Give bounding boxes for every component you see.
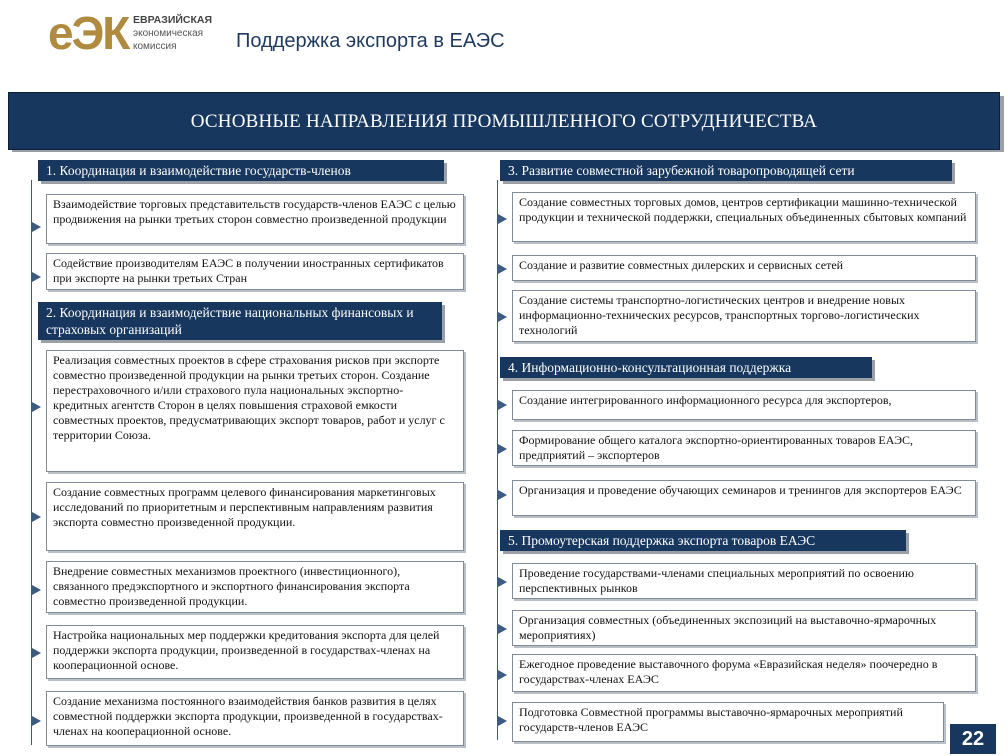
arrow-icon [498,490,507,500]
section-1-item: Содействие производителям ЕАЭС в получении иностранных сертификатов при экспорте на рынки третьих Стран [46,253,464,290]
section-2-item: Настройка национальных мер поддержки кредитования экспорта для целей поддержки экспорта продукции, произведенной в государствах-членах на кооперационной основе. [46,625,464,679]
section-1-header: 1. Координация и взаимодействие государств-членов [38,160,444,181]
section-5-item: Организация совместных (объединенных экспозиций на выставочно-ярмарочных мероприятиях) [512,610,976,646]
arrow-icon [32,716,41,726]
section-2-header: 2. Координация и взаимодействие национальных финансовых и страховых организаций [38,302,442,340]
eec-logo-mark: еЭК [48,7,129,59]
section-2-item: Внедрение совместных механизмов проектного (инвестиционного), связанного предэкспортного и экспортного финансирования экспорта совместно произведенной продукции. [46,561,464,613]
section-5-item: Проведение государствами-членами специальных мероприятий по освоению перспективных рынков [512,563,976,599]
arrow-icon [498,264,507,274]
section-3-item: Создание и развитие совместных дилерских и сервисных сетей [512,255,976,281]
arrow-icon [32,272,41,282]
section-2-item: Создание механизма постоянного взаимодействия банков развития в целях совместной поддержки экспорта продукции, произведенной в государствах-членах на кооперационной основе. [46,691,464,746]
slide-title: Поддержка экспорта в ЕАЭС [236,30,505,52]
arrow-icon [498,312,507,322]
arrow-icon [32,648,41,658]
section-5-header: 5. Промоутерская поддержка экспорта товаров ЕАЭС [500,530,906,551]
main-banner [8,92,1000,150]
eec-logo-text [133,14,212,53]
section-4-item: Организация и проведение обучающих семинаров и тренингов для экспортеров ЕАЭС [512,480,976,516]
arrow-icon [498,577,507,587]
arrow-icon [498,214,507,224]
section-2-item: Создание совместных программ целевого финансирования маркетинговых исследований по приоритетным и перспективным направлениям развития экспорта совместно произведенной продукции. [46,482,464,551]
section-1-item: Взаимодействие торговых представительств государств-членов ЕАЭС с целью продвижения на рынки третьих сторон совместно произведенной продукции [46,194,464,244]
section-4-item: Создание интегрированного информационного ресурса для экспортеров, [512,390,976,420]
arrow-icon [498,670,507,680]
section-5-item: Подготовка Совместной программы выставочно-ярмарочных мероприятий государств-членов ЕАЭС [512,702,944,742]
section-4-header: 4. Информационно-консультационная поддержка [500,357,872,378]
slide-header [0,0,1008,88]
page-number-badge: 22 [950,724,996,754]
banner-title: ОСНОВНЫЕ НАПРАВЛЕНИЯ ПРОМЫШЛЕННОГО СОТРУДНИЧЕСТВА [190,111,818,132]
left-connector-line [31,180,32,745]
arrow-icon [32,585,41,595]
logo-line-3: комиссия [133,41,177,52]
section-4-item: Формирование общего каталога экспортно-ориентированных товаров ЕАЭС, предприятий – экспортеров [512,430,976,466]
section-2-item: Реализация совместных проектов в сфере страхования рисков при экспорте совместно произведенной продукции на рынки третьих сторон. Создание перестраховочного и/или страхового пула национальных экспортно-кредитных агентств Сторон в целях повышения страховой емкости совместных проектов, предусматривающих экспорт товаров, работ и услуг с территории Союза. [46,350,464,472]
arrow-icon [498,624,507,634]
arrow-icon [32,512,41,522]
arrow-icon [498,400,507,410]
section-3-item: Создание системы транспортно-логистических центров и внедрение новых информационно-технических ресурсов, транспортных торгово-логистических технологий [512,290,976,342]
section-3-item: Создание совместных торговых домов, центров сертификации машинно-технической продукции и технической поддержки, специальных объединенных сбытовых компаний [512,192,976,242]
arrow-icon [498,444,507,454]
logo-line-1: ЕВРАЗИЙСКАЯ [133,14,213,26]
arrow-icon [32,222,41,232]
section-3-header: 3. Развитие совместной зарубежной товаропроводящей сети [500,160,952,181]
logo-line-2: экономическая [133,28,204,39]
arrow-icon [498,716,507,726]
section-5-item: Ежегодное проведение выставочного форума «Евразийская неделя» поочередно в государствах-членах ЕАЭС [512,654,976,692]
arrow-icon [32,402,41,412]
